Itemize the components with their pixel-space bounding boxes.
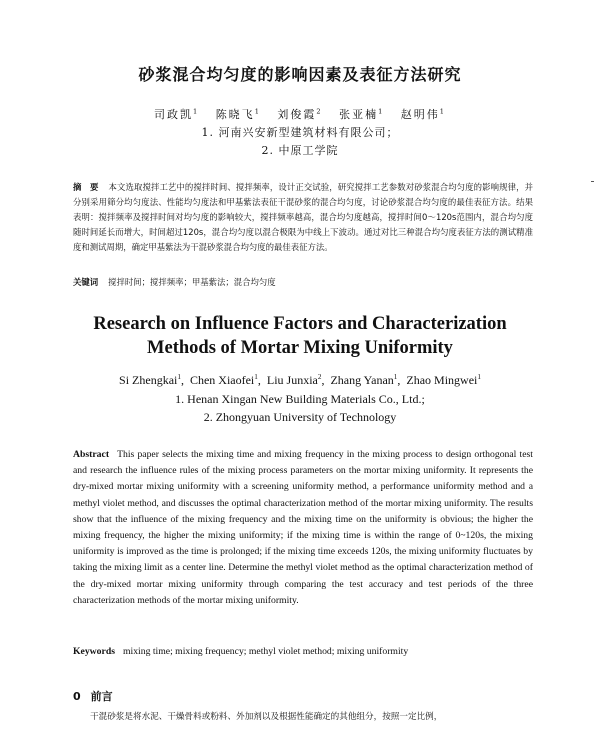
english-abstract-text: This paper selects the mixing time and mixing frequency in the mixing process to design orthogonal test and research the influence rules of the mixing process parameters on the mortar mixing uniformity. It represents the dry-mixed mortar mixing uniformity with a screening uniformity method, a performance uniformity method and a methyl violet method, and discusses the optimal characterization method of the mortar mixing uniformity. The results show that the influence of the mixing frequency and the mixing time on the uniformity is obvious; the higher the mixing frequency, the higher the mixing uniformity; if the mixing time is within the range of 0~120s, the mixing uniformity is improved as the time is prolonged; if the mixing time exceeds 120s, the mixing uniformity fluctuates by taking the mixing limit as a center line. Determine the methyl violet method as the optimal characterization method of the dry-mixed mortar mixing uniformity through comparing the test accuracy and test periods of the three characterization methods of the mortar mixing uniformity.: [73, 449, 533, 606]
author-name: Chen Xiaofei: [189, 373, 255, 387]
author-affil-mark: 1: [254, 373, 258, 381]
author-affil-mark: 1: [192, 107, 200, 116]
section-heading: [73, 688, 113, 704]
english-abstract: [73, 447, 533, 609]
chinese-keywords-label: 关键词: [73, 277, 99, 287]
author-name: Si Zhengkai: [119, 373, 178, 387]
body-paragraph: 干混砂浆是将水泥、干燥骨料或粉料、外加剂以及根据性能确定的其他组分，按照一定比例，: [90, 712, 443, 722]
section-number: 0: [73, 690, 81, 703]
english-title: [0, 312, 600, 360]
english-abstract-label: Abstract: [73, 449, 110, 460]
chinese-affiliation-1: 1. 河南兴安新型建筑材料有限公司；: [201, 126, 399, 139]
author-name: 刘俊霞: [277, 108, 317, 121]
author-affil-mark: 1: [439, 107, 446, 116]
author-name: 司政凯: [153, 108, 193, 121]
chinese-affiliation-2: 2. 中原工学院: [261, 144, 339, 157]
author-name: Zhang Yanan: [330, 373, 394, 387]
author-affil-mark: 2: [316, 107, 323, 116]
chinese-title: 砂浆混合均匀度的影响因素及表征方法研究: [138, 65, 462, 84]
author-affil-mark: 1: [393, 373, 398, 381]
english-keywords: [73, 646, 533, 657]
section-title: 前言: [90, 690, 113, 703]
author-affil-mark: 1: [177, 373, 181, 381]
author-affil-mark: 2: [317, 373, 322, 381]
chinese-keywords-text: 搅拌时间；搅拌频率；甲基紫法；混合均匀度: [108, 277, 276, 287]
author-name: Zhao Mingwei: [406, 373, 478, 387]
author-name: 赵明伟: [400, 108, 440, 121]
english-authors: Si Zhengkai$^1$, Chen Xiaofei$^1$, Liu Junxia$^2$, Zhang Yanan$^1$, Zhao Mingwei$^1$: [119, 373, 481, 387]
english-keywords-label: Keywords: [73, 646, 115, 657]
author-affil-mark: 1: [378, 107, 385, 116]
english-title-line-2: Methods of Mortar Mixing Uniformity: [147, 338, 453, 358]
chinese-abstract: [73, 180, 533, 255]
english-keywords-text: mixing time; mixing frequency; methyl violet method; mixing uniformity: [122, 646, 409, 657]
english-title-line-1: Research on Influence Factors and Characterization: [93, 314, 507, 334]
margin-mark: [591, 181, 594, 182]
english-affiliation-1: 1. Henan Xingan New Building Materials Co., Ltd.;: [175, 392, 425, 406]
author-affil-mark: 1: [254, 107, 261, 116]
chinese-abstract-label: 摘 要: [73, 182, 99, 192]
chinese-keywords: [73, 276, 533, 288]
author-affil-mark: 1: [477, 373, 481, 381]
author-name: 张亚楠: [339, 108, 379, 121]
author-name: Liu Junxia: [266, 373, 318, 387]
chinese-abstract-text: 本文选取搅拌工艺中的搅拌时间、搅拌频率，设计正交试验，研究搅拌工艺参数对砂浆混合均匀度的影响规律，并分别采用筛分均匀度法、性能均匀度法和甲基紫法表征干混砂浆的混合均匀度，讨论砂浆混合均匀度的最佳表征方法。结果表明：搅拌频率及搅拌时间对均匀度的影响较大，搅拌频率越高，混合均匀度越高，搅拌时间0～120s范围内，混合均匀度随时间延长而增大，时间超过120s，混合均匀度以混合极限为中线上下波动。通过对比三种混合均匀度表征方法的测试精准度和测试周期，确定甲基紫法为干混砂浆混合均匀度的最佳表征方法。: [73, 182, 534, 252]
english-affiliation-2: 2. Zhongyuan University of Technology: [203, 410, 397, 424]
author-name: 陈晓飞: [215, 108, 255, 121]
chinese-authors: [0, 106, 600, 122]
